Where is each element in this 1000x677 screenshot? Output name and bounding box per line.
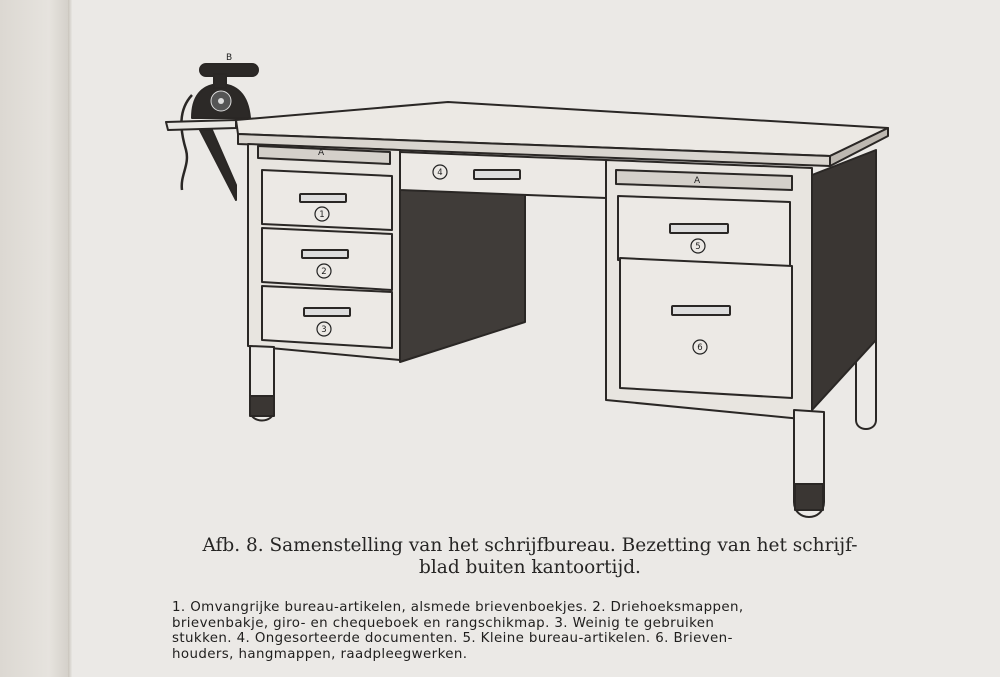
drawer-number-6: 6: [697, 343, 703, 353]
figure-legend: [172, 600, 902, 662]
left-pedestal-side: [400, 178, 525, 362]
figure-caption: [160, 535, 900, 579]
drawer-number-3: 3: [321, 325, 327, 335]
drawer-6: [620, 258, 792, 398]
drawer-number-5: 5: [695, 242, 701, 252]
caption-line-2: blad buiten kantoortijd.: [419, 557, 641, 578]
left-tray-label: A: [318, 148, 325, 158]
shelf-bracket: [200, 130, 236, 200]
caption-line-1: Afb. 8. Samenstelling van het schrijfbureau. Bezetting van het schrijf-: [202, 535, 858, 556]
phone-cord: [181, 95, 192, 190]
drawer-number-1: 1: [319, 210, 325, 220]
legend-line-2: brievenbakje, giro- en chequeboek en rangschikmap. 3. Weinig te gebruiken: [172, 615, 715, 631]
drawer-number-2: 2: [321, 267, 327, 277]
telephone-icon: [192, 64, 258, 118]
right-tray-label: A: [694, 176, 701, 186]
side-shelf: [166, 120, 236, 130]
legend-line-4: houders, hangmappen, raadpleegwerken.: [172, 646, 468, 662]
phone-label: B: [226, 53, 233, 63]
legend-line-1: 1. Omvangrijke bureau-artikelen, alsmede brievenboekjes. 2. Driehoeksmappen,: [172, 600, 744, 615]
legend-line-3: stukken. 4. Ongesorteerde documenten. 5. Kleine bureau-artikelen. 6. Brieven-: [172, 631, 733, 646]
drawer-number-4: 4: [437, 168, 443, 178]
